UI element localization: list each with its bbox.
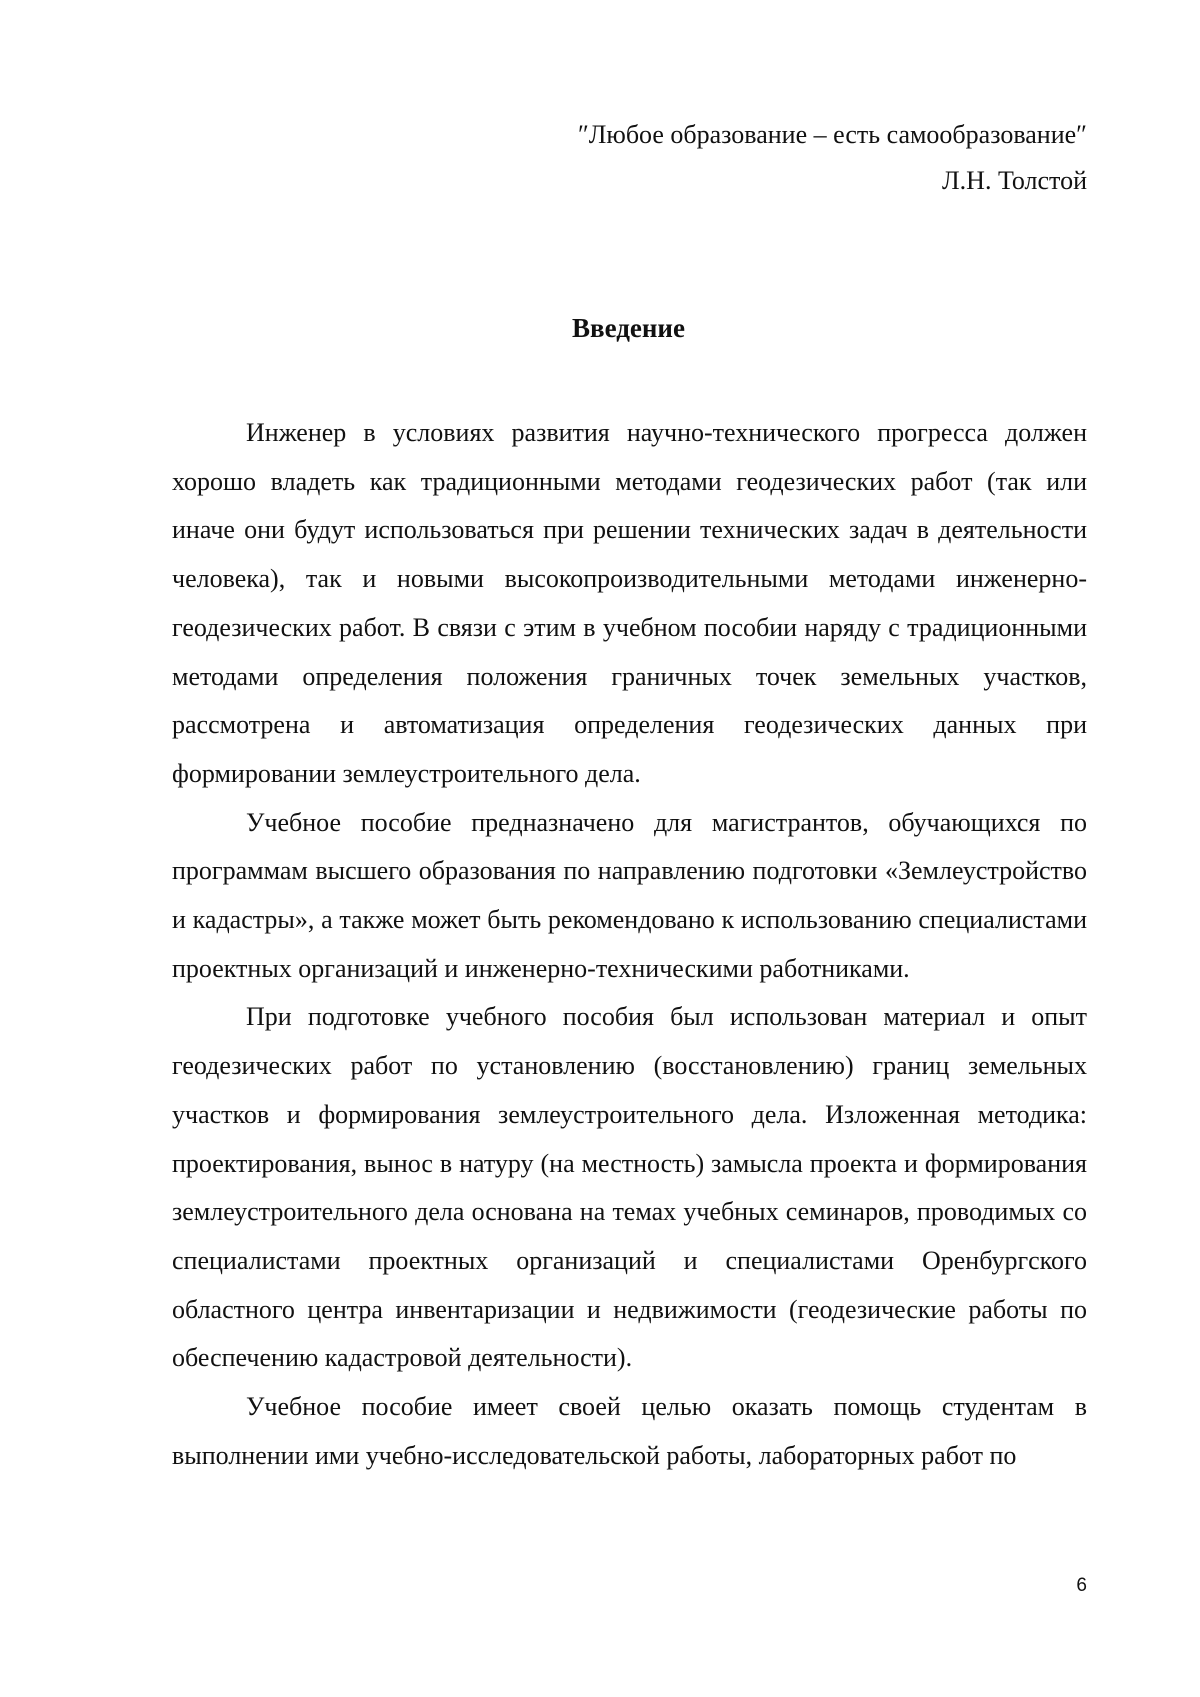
paragraph: При подготовке учебного пособия был использован материал и опыт геодезических работ по установлению (восстановлению) границ земельных участков и формирования землеустроительного дела. Изложенная методика: проектирования, вынос в натуру (на местность) замысла проекта и формирования землеустроительного дела основана на темах учебных семинаров, проводимых со специалистами проектных организаций и специалистами Оренбургского областного центра инвентаризации и недвижимости (геодезические работы по обеспечению кадастровой деятельности). <box>172 1002 1087 1373</box>
paragraph: Учебное пособие имеет своей целью оказать помощь студентам в выполнении ими учебно-исследовательской работы, лабораторных работ по <box>172 1392 1087 1470</box>
epigraph-author: Л.Н. Толстой <box>942 166 1087 195</box>
paragraph: Инженер в условиях развития научно-технического прогресса должен хорошо владеть как традиционными методами геодезических работ (так или иначе они будут использоваться при решении технических задач в деятельности человека), так и новыми высокопроизводительными методами инженерно-геодезических работ. В связи с этим в учебном пособии наряду с традиционными методами определения положения граничных точек земельных участков, рассмотрена и автоматизация определения геодезических данных при формировании землеустроительного дела. <box>172 418 1087 788</box>
page-number: 6 <box>1076 1575 1087 1596</box>
epigraph <box>578 112 1087 204</box>
body-text <box>172 409 1087 1480</box>
paragraph: Учебное пособие предназначено для магистрантов, обучающихся по программам высшего образования по направлению подготовки «Землеустройство и кадастры», а также может быть рекомендовано к использованию специалистами проектных организаций и инженерно-техническими работниками. <box>172 807 1087 983</box>
section-title: Введение <box>572 313 685 343</box>
epigraph-quote: ″Любое образование – есть самообразование″ <box>577 120 1087 149</box>
